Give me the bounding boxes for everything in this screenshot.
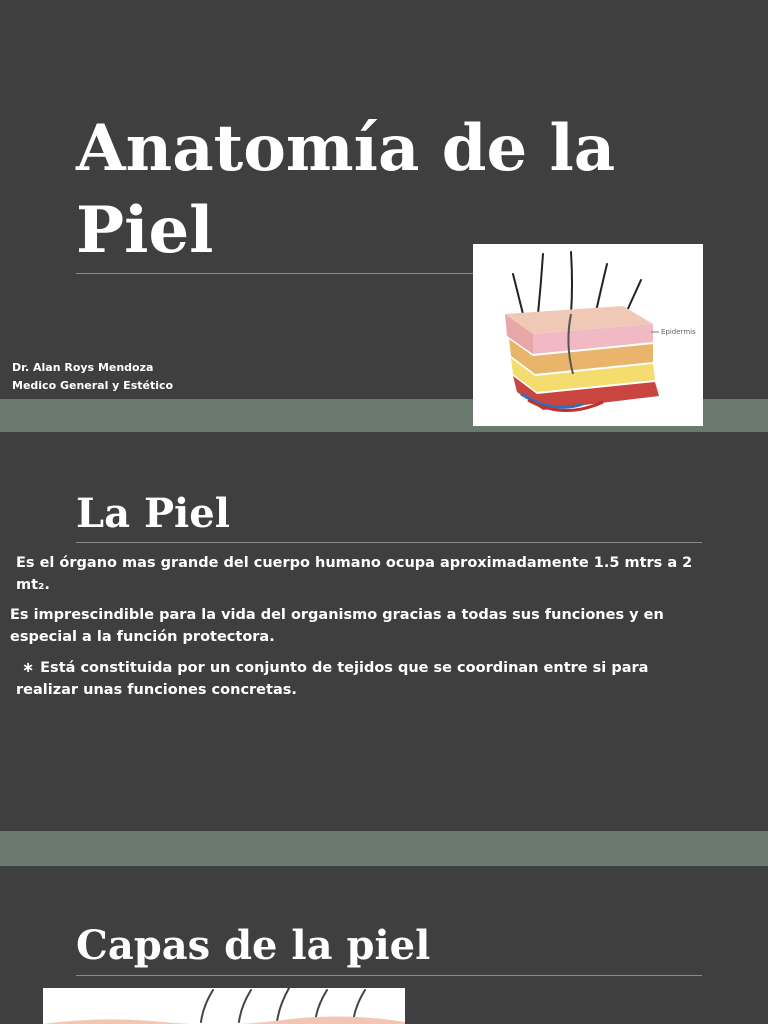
paragraph: Es el órgano mas grande del cuerpo humano ocupa aproximadamente 1.5 mtrs a 2 mt₂. (16, 555, 693, 593)
skin-diagram-image (473, 244, 703, 426)
cover-title: Anatomía de la Piel (76, 111, 616, 268)
bullet-paragraph (16, 657, 706, 701)
slide-capas (0, 866, 768, 1024)
author-name: Dr. Alan Roys Mendoza (12, 361, 154, 374)
skin-layers-image (43, 988, 405, 1024)
author-role: Medico General y Estético (12, 379, 174, 392)
slide-la-piel (0, 432, 768, 831)
slide-title: La Piel (76, 490, 230, 537)
slide-title: Capas de la piel (76, 922, 431, 969)
title-divider (76, 542, 702, 543)
epidermis-label: Epidermis (661, 328, 696, 336)
paragraph: Es imprescindible para la vida del organismo gracias a todas sus funciones y en especial a la función protectora. (10, 607, 664, 645)
bullet-icon: ∗ (22, 660, 35, 676)
bullet-text: Está constituida por un conjunto de tejidos que se coordinan entre si para realizar unas funciones concretas. (16, 660, 649, 698)
title-divider (76, 975, 702, 976)
